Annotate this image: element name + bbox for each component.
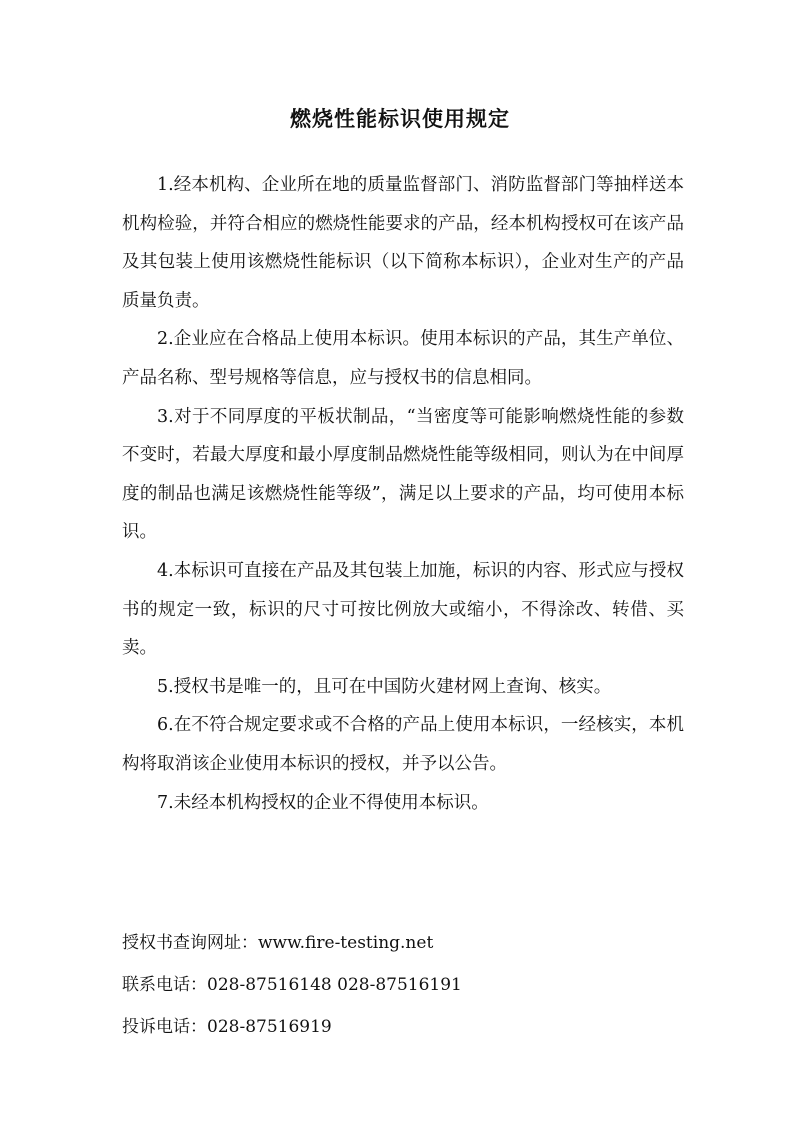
complaint-phone-line: 投诉电话：028-87516919 [122,1017,332,1037]
phone-line: 联系电话：028-87516148 028-87516191 [122,975,462,995]
rule-item-2: 2.企业应在合格品上使用本标识。使用本标识的产品，其生产单位、产品名称、型号规格等信息，应与授权书的信息相同。 [122,329,684,388]
rule-item-5: 5.授权书是唯一的，且可在中国防火建材网上查询、核实。 [157,676,612,697]
contact-info [122,922,722,1048]
rule-item-1: 1.经本机构、企业所在地的质量监督部门、消防监督部门等抽样送本机构检验，并符合相应的燃烧性能要求的产品，经本机构授权可在该产品及其包装上使用该燃烧性能标识（以下简称本标识），企业对生产的产品质量负责。 [122,175,684,311]
query-url-line: 授权书查询网址：www.fire-testing.net [122,933,434,953]
rule-item-7: 7.未经本机构授权的企业不得使用本标识。 [157,792,489,813]
rule-item-4: 4.本标识可直接在产品及其包装上加施，标识的内容、形式应与授权书的规定一致，标识的尺寸可按比例放大或缩小，不得涂改、转借、买卖。 [122,560,684,659]
page-title: 燃烧性能标识使用规定 [290,107,510,131]
rule-item-3: 3.对于不同厚度的平板状制品，“当密度等可能影响燃烧性能的参数不变时，若最大厚度和最小厚度制品燃烧性能等级相同，则认为在中间厚度的制品也满足该燃烧性能等级”，满足以上要求的产品，均可使用本标识。 [122,406,684,543]
rules-list [122,166,684,822]
rule-item-6: 6.在不符合规定要求或不合格的产品上使用本标识，一经核实，本机构将取消该企业使用本标识的授权，并予以公告。 [122,715,684,774]
